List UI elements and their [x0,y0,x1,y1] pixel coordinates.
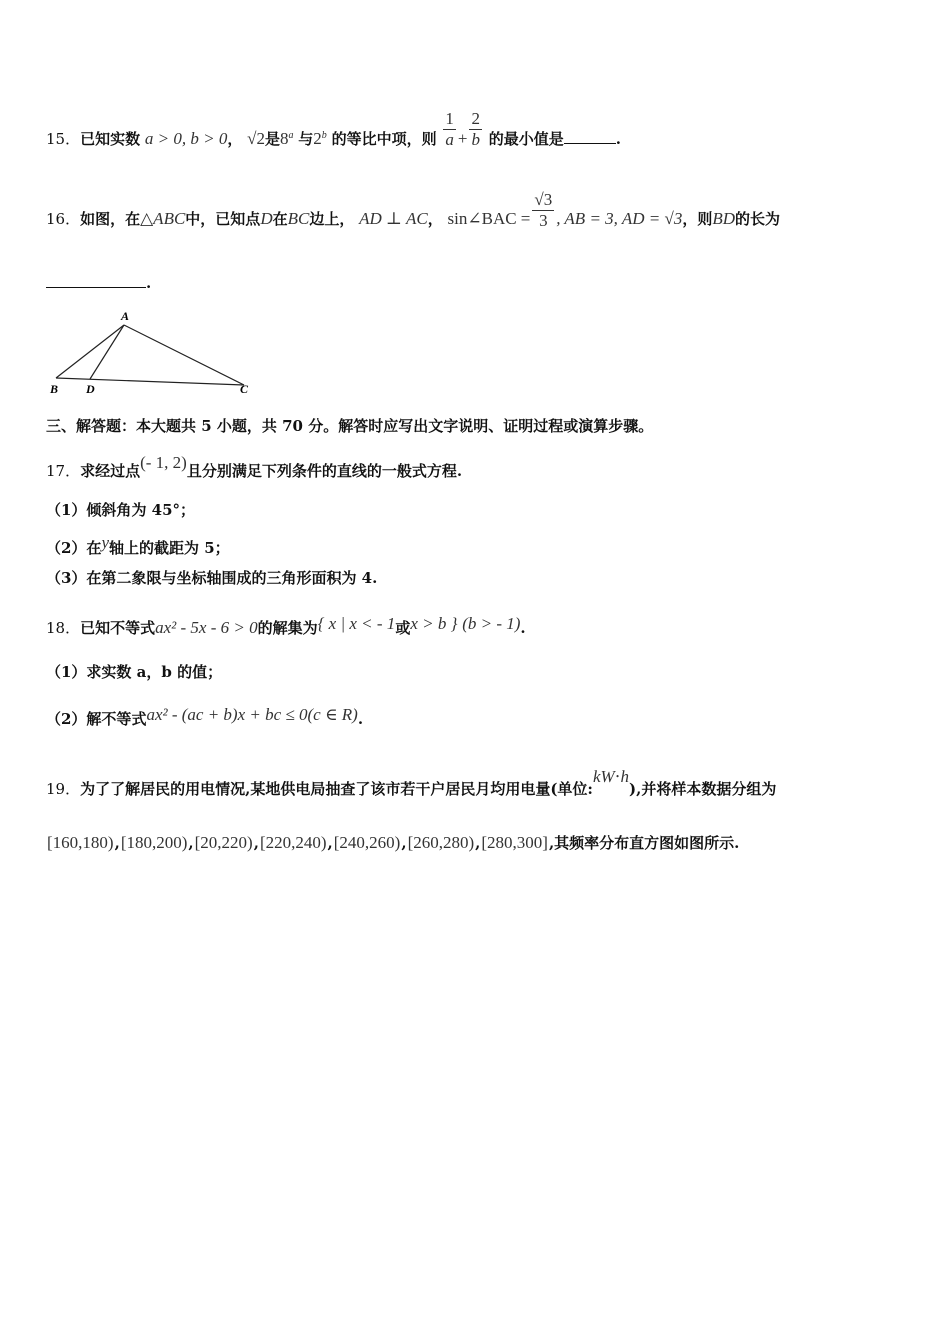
side-bc [56,378,244,385]
q16-fraction: $\frac{√3}{3}$ [534,189,553,230]
q16-answer-blank[interactable] [46,287,146,288]
q17-sub-1: （1）倾斜角为 45°； [46,501,196,519]
interval: [160,180) [47,833,114,852]
question-16: 16．如图，在△ABC中，已知点D在BC边上， AD ⊥ AC， sin∠BAC = $\frac{√3}{3}$ , AB = 3, AD = √3，则BD的长为 [46,189,781,230]
interval: [20,220) [194,833,253,852]
q18-sub-1: （1）求实数 a，b 的值； [46,663,223,681]
q15-fraction-1: $\frac{1}{a}$ [445,108,454,149]
q17-sub-3: （3）在第二象限与坐标轴围成的三角形面积为 4. [46,569,378,587]
label-b: B [50,382,59,396]
q15-condition: a > 0, b > 0 [144,129,228,148]
q17-sub-2: （2）在y轴上的截距为 5； [46,533,230,557]
segment-ad [90,325,124,379]
q19-unit: kW⋅h [592,767,629,786]
question-15: 15．已知实数 a > 0, b > 0， √2是8$^a$ 与2$^b$ 的等比中项，则 $\frac{1}{a}$ + $\frac{2}{b}$ 的最小值是 . [46,108,621,149]
q15-sqrt2: √2 [247,129,265,148]
question-18: 18．已知不等式ax² - 5x - 6 > 0的解集为{ x | x < - 1或x > b } (b > - 1). [46,614,526,637]
triangle-figure [46,305,266,397]
q15-number: 15． [46,130,81,148]
label-d: D [86,382,95,396]
interval: [180,200) [120,833,188,852]
interval: [240,260) [333,833,401,852]
q18-sub-2: （2）解不等式ax² - (ac + b)x + bc ≤ 0(c ∈ R). [46,705,364,728]
q15-answer-blank[interactable] [564,143,616,144]
interval: [220,240) [259,833,327,852]
q15-fraction-2: $\frac{2}{b}$ [471,108,480,149]
side-ab [56,325,124,378]
side-ac [124,325,244,385]
question-17: 17．求经过点(- 1, 2)且分别满足下列条件的直线的一般式方程. [46,453,463,480]
label-a: A [121,309,130,323]
question-19: 19．为了了解居民的用电情况,某地供电局抽查了该市若干户居民月均用电量(单位:kW⋅h),并将样本数据分组为 [46,767,777,798]
q19-intervals: [160,180),[180,200),[20,220),[220,240),[240,260),[260,280),[280,300],其频率分布直方图如图所示. [47,833,740,852]
label-c: C [240,382,249,396]
section-3-heading: 三、解答题：本大题共 5 小题，共 70 分。解答时应写出文字说明、证明过程或演算步骤。 [46,417,654,435]
interval: [260,280) [407,833,475,852]
interval: [280,300] [481,833,548,852]
q16-answer-line: . [46,272,151,294]
